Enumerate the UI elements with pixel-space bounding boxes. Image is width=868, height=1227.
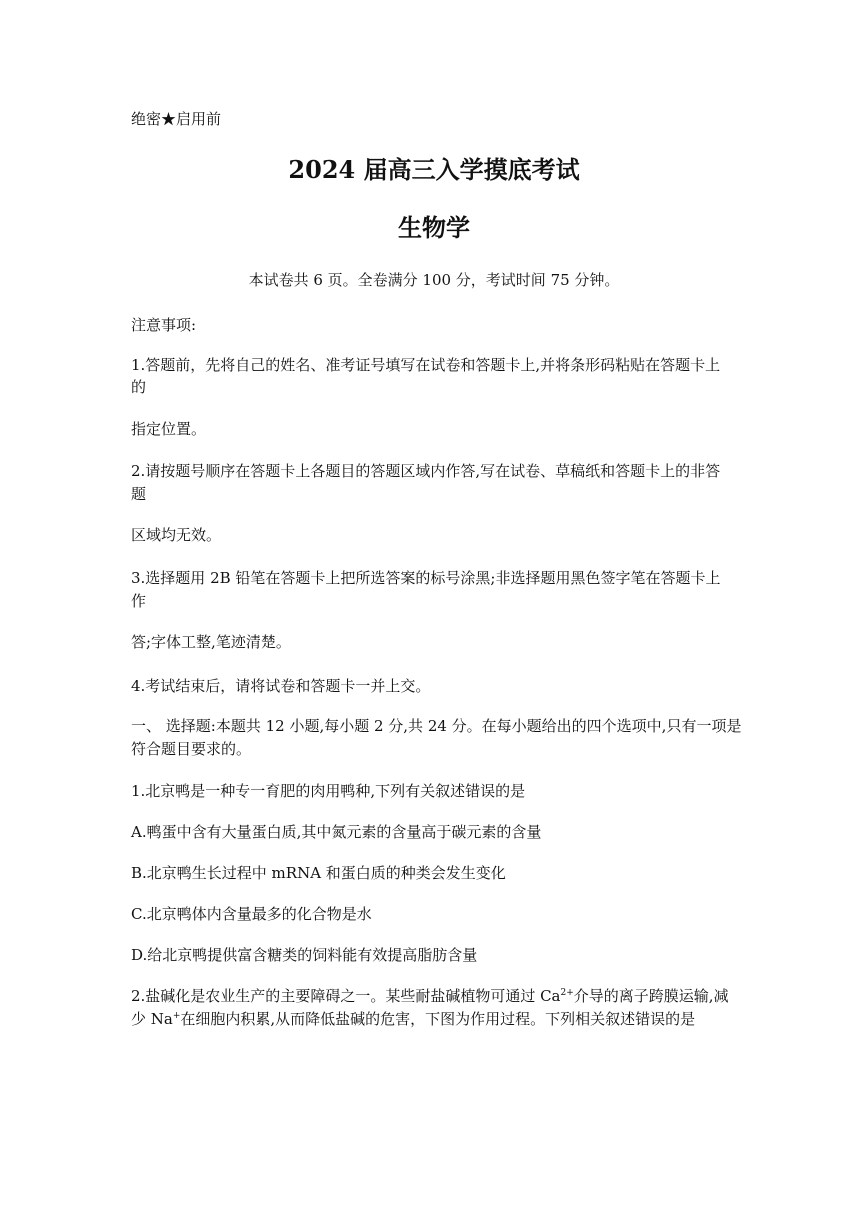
note-2-line-1: 2.请按题号顺序在答题卡上各题目的答题区域内作答,写在试卷、草稿纸和答题卡上的非答 [131,462,721,480]
ca-charge: 2+ [560,988,574,998]
note-2-line-2: 题 [131,485,147,503]
question-1-option-d: D.给北京鸭提供富含糖类的饲料能有效提高脂肪含量 [131,946,478,964]
question-1-option-a: A.鸭蛋中含有大量蛋白质,其中氮元素的含量高于碳元素的含量 [131,823,542,841]
question-1-stem: 1.北京鸭是一种专一育肥的肉用鸭种,下列有关叙述错误的是 [131,782,526,800]
note-3-line-2: 作 [131,592,147,610]
question-2-stem-line-1 [131,986,729,1006]
note-4: 4.考试结束后，请将试卷和答题卡一并上交。 [131,677,431,695]
note-1-line-1: 1.答题前，先将自己的姓名、准考证号填写在试卷和答题卡上,并将条形码粘贴在答题卡上 [131,356,721,374]
question-2-stem-line-2 [131,1009,695,1029]
exam-title: 2024 届高三入学摸底考试 [288,155,580,184]
na-charge: + [172,1011,181,1021]
note-2-line-3: 区域均无效。 [131,526,222,544]
note-3-line-3: 答;字体工整,笔迹清楚。 [131,633,291,651]
note-1-line-2: 的 [131,378,147,396]
question-2-stem-part-1: 2.盐碱化是农业生产的主要障碍之一。某些耐盐碱植物可通过 Ca [131,987,561,1005]
exam-info: 本试卷共 6 页。全卷满分 100 分，考试时间 75 分钟。 [248,271,620,289]
secret-mark: 绝密★启用前 [131,110,222,128]
section-1-heading-line-2: 符合题目要求的。 [131,740,252,758]
question-1-option-c: C.北京鸭体内含量最多的化合物是水 [131,905,372,923]
section-1-heading-line-1: 一、 选择题:本题共 12 小题,每小题 2 分,共 24 分。在每小题给出的四个选项中,只有一项是 [131,717,742,735]
question-2-stem-part-2: 介导的离子跨膜运输,减 [573,987,729,1005]
subject-title: 生物学 [398,213,470,242]
question-2-stem-part-3: 少 Na [131,1010,173,1028]
question-2-stem-part-4: 在细胞内积累,从而降低盐碱的危害，下图为作用过程。下列相关叙述错误的是 [180,1010,696,1028]
question-1-option-b: B.北京鸭生长过程中 mRNA 和蛋白质的种类会发生变化 [131,864,506,882]
note-1-line-3: 指定位置。 [131,420,207,438]
note-3-line-1: 3.选择题用 2B 铅笔在答题卡上把所选答案的标号涂黑;非选择题用黑色签字笔在答题卡上 [131,569,721,587]
notes-heading: 注意事项: [131,316,197,334]
